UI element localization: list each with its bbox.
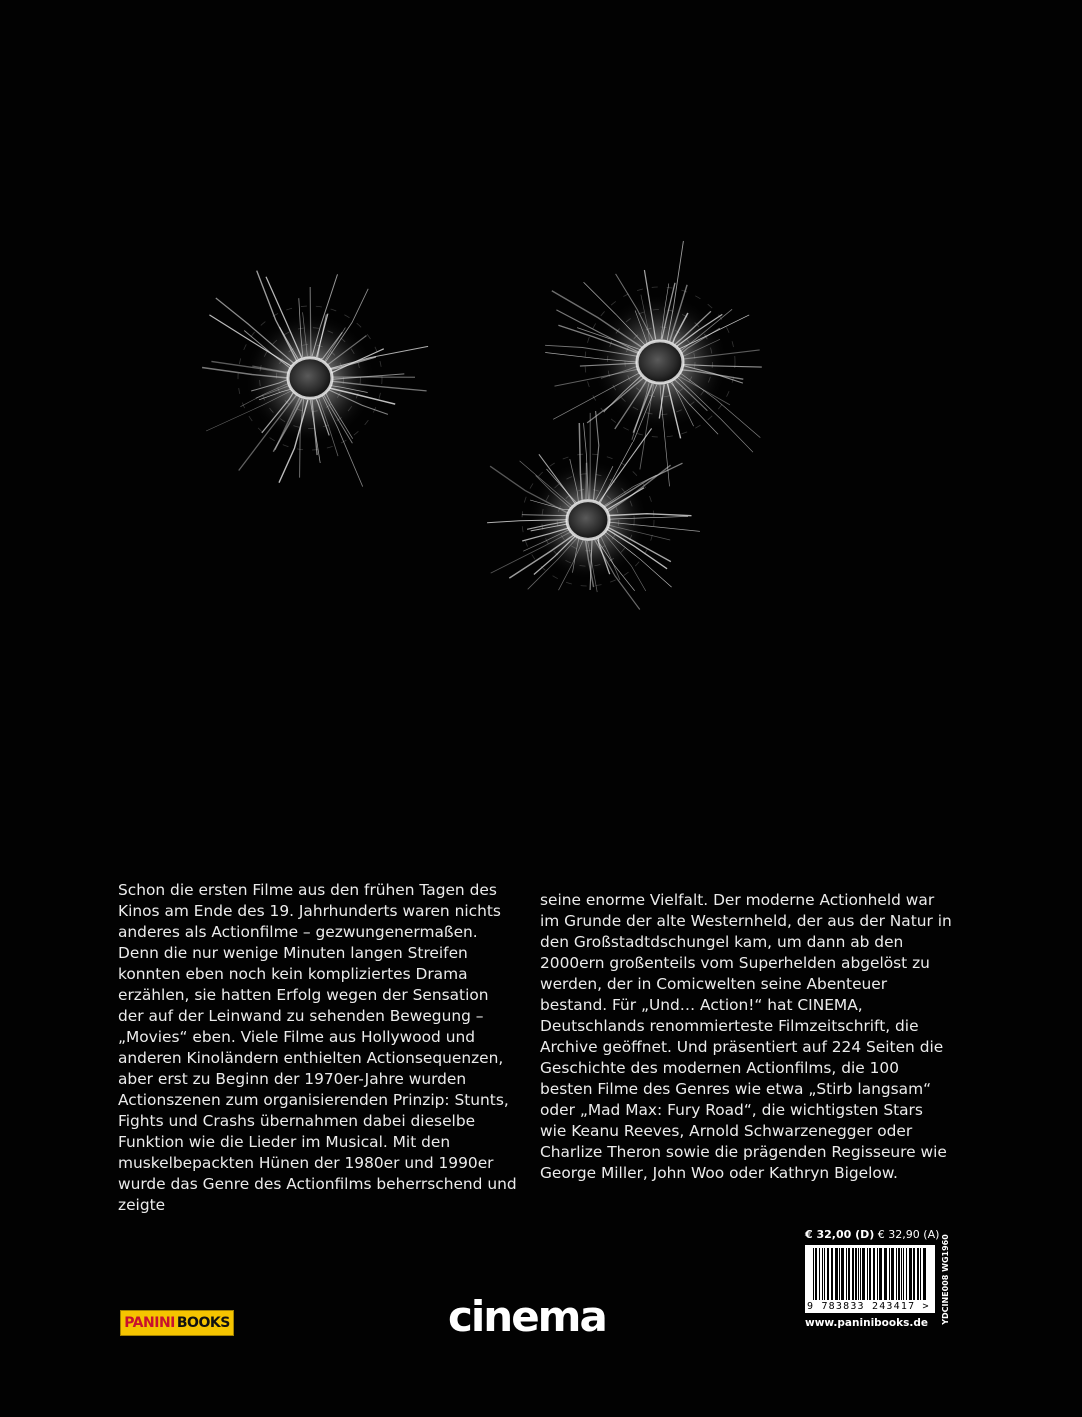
barcode-bar [896, 1248, 897, 1300]
barcode-bar [901, 1248, 902, 1300]
barcode-bar [815, 1248, 817, 1300]
barcode-bar [824, 1248, 825, 1300]
blurb-right-text: seine enorme Vielfalt. Der moderne Actionheld war im Grunde der alte Westernheld, der aus der Natur in den Großstadtdschungel kam, um dann ab den 2000ern großenteils vom Superhelden abgelöst zu werden, der in Comicwelten seine Abenteuer bestand. Für „Und… Action!“ hat CINEMA, Deutschlands renommierteste Filmzeitschrift, die Archive geöffnet. Und präsentiert auf 224 Seiten die Geschichte des modernen Actionfilms, die 100 besten Filme des Genres wie etwa „Stirb langsam“ oder „Mad Max: Fury Road“, die wichtigsten Stars wie Keanu Reeves, Arnold Schwarzenegger oder Charlize Theron sowie die prägenden Regisseure wie George Miller, John Woo oder Kathryn Bigelow. [540, 891, 952, 1182]
barcode-bar [923, 1248, 926, 1300]
barcode-bar [827, 1248, 829, 1300]
barcode [805, 1245, 935, 1313]
price-austria: € 32,90 (A) [877, 1228, 940, 1241]
barcode-bar [913, 1248, 915, 1300]
price-barcode-block [805, 1228, 940, 1330]
barcode-bar [831, 1248, 833, 1300]
vertical-product-code [940, 1235, 952, 1330]
barcode-bar [884, 1248, 887, 1300]
barcode-bar [891, 1248, 894, 1300]
bullet-hole [202, 271, 428, 487]
price-germany: € 32,00 (D) [805, 1228, 875, 1241]
blurb-left-text: Schon die ersten Filme aus den frühen Tagen des Kinos am Ende des 19. Jahrhunderts waren nichts anderes als Actionfilme – gezwungenermaßen. Denn die nur wenige Minuten langen Streifen konnten eben noch kein kompliziertes Drama erzählen, sie hatten Erfolg wegen der Sensation der auf der Leinwand zu sehenden Bewegung – „Movies“ eben. Viele Filme aus Hollywood und anderen Kinoländern enthielten Actionsequenzen, aber erst zu Beginn der 1970er-Jahre wurden Actionszenen zum organisierenden Prinzip: Stunts, Fights und Crashs übernahmen dabei dieselbe Funktion wie die Lieder im Musical. Mit den muskelbepackten Hünen der 1980er und 1990er wurde das Genre des Actionfilms beherrschend und zeigte [118, 881, 517, 1214]
barcode-bar [862, 1248, 865, 1300]
barcode-bar [879, 1248, 882, 1300]
barcode-bar [822, 1248, 823, 1300]
barcode-bar [848, 1248, 850, 1300]
barcode-bar [909, 1248, 912, 1300]
barcode-bar [839, 1248, 840, 1300]
barcode-bar [917, 1248, 919, 1300]
barcode-bar [813, 1248, 814, 1300]
panini-logo-text: PANINI [124, 1315, 175, 1331]
barcode-bar [835, 1248, 838, 1300]
panini-books-logo [120, 1310, 234, 1336]
barcode-bar [873, 1248, 875, 1300]
price-line [805, 1228, 939, 1242]
bullet-hole [487, 411, 700, 610]
barcode-bar [819, 1248, 820, 1300]
barcode-bar [852, 1248, 854, 1300]
barcode-bar [903, 1248, 904, 1300]
bullet-holes-illustration [0, 0, 1082, 700]
publisher-website: www.paninibooks.de [805, 1317, 928, 1329]
barcode-bar [906, 1248, 907, 1300]
barcode-bar [920, 1248, 921, 1300]
barcode-bar [877, 1248, 878, 1300]
books-logo-text: BOOKS [176, 1315, 230, 1331]
barcode-bar [867, 1248, 868, 1300]
product-code-text: YDCINE008 WG1960 [940, 1234, 950, 1325]
barcode-bar [846, 1248, 847, 1300]
isbn-digits: 9 783833 243417 > [807, 1301, 930, 1312]
bullet-hole [545, 241, 762, 486]
barcode-bar [898, 1248, 900, 1300]
barcode-bar [860, 1248, 861, 1300]
barcode-bars [805, 1245, 935, 1303]
barcode-bar [869, 1248, 871, 1300]
blurb-left-column [118, 880, 518, 1216]
barcode-bar [855, 1248, 857, 1300]
barcode-bar [858, 1248, 859, 1300]
barcode-bar [889, 1248, 890, 1300]
blurb-right-column [540, 890, 954, 1184]
barcode-bar [841, 1248, 844, 1300]
cinema-logo: cinema [448, 1292, 606, 1341]
